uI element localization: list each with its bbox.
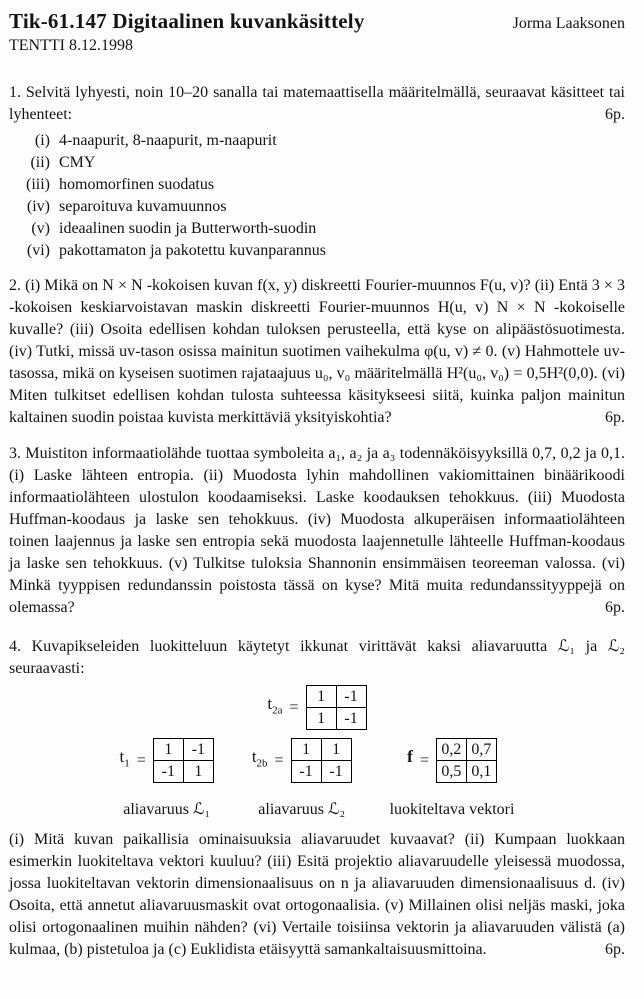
matrix-cell: 1 <box>153 739 183 761</box>
matrix-t2a <box>306 685 367 730</box>
matrix-cell: 0,2 <box>436 739 466 761</box>
question-4-intro-text: 4. Kuvapikseleiden luokitteluun käytetyt ikkunat virittävät kaksi aliavaruutta ℒ₁ ja ℒ₂ seuraavasti: <box>9 638 625 677</box>
question-2-points: 6p. <box>599 407 625 429</box>
matrix-caption-vector: luokiteltava vektori <box>389 801 515 818</box>
matrix-name-t1: $t_1$ <box>119 747 130 770</box>
item-label: (iii) <box>26 176 50 193</box>
matrix-cell: -1 <box>336 708 366 730</box>
matrix-cell: 1 <box>291 739 321 761</box>
question-4-body <box>9 829 625 961</box>
equation-t1 <box>120 738 214 821</box>
exam-title: Tik-61.147 Digitaalinen kuvankäsittely <box>9 9 365 33</box>
list-item <box>9 130 625 152</box>
item-label: (vi) <box>26 242 50 259</box>
item-label: (iv) <box>26 198 50 215</box>
equation-f <box>390 738 515 821</box>
matrix-cell: 0,1 <box>466 761 496 783</box>
question-3 <box>9 443 625 619</box>
question-4-text: (i) Mitä kuvan paikallisia ominaisuuksia aliavaruudet kuvaavat? (ii) Kumpaan luokkaan esimerkin luokiteltava vektori kuuluu? (iii) Esitä projektio aliavaruudelle yleisessä muodossa, jossa luokiteltavan vektorin dimensionaalisuus on n ja aliavaruuden dimensionaalisuus d. (iv) Osoita, että annetut aliavaruusmaskit ovat ortogonaalisia. (v) Millainen olisi neljäs maski, joka olisi ortogonaalinen muihin nähden? (vi) Vertaile toisiinsa vektorin ja aliavaruuden välistä (a) kulmaa, (b) pistetuloa ja (c) Euklidista etäisyyttä samankaltaisuusmittoina. <box>9 831 625 958</box>
question-3-text: 3. Muistiton informaatiolähde tuottaa symboleita a₁, a₂ ja a₃ todennäköisyyksillä 0,7, 0,2 ja 0,1. (i) Laske lähteen entropia. (ii) Muodosta lyhin mahdollinen vakiomittainen binäärikoodi informaatiolähteen ulostulon koodaamiseksi. Laske koodauksen tehokkuus. (iii) Muodosta Huffman-koodaus ja laske sen tehokkuus. (iv) Muodosta alkuperäisen informaatiolähteen toinen laajennus ja laske sen entropia sekä muodosta laajennetulle lähteelle Huffman-koodaus ja laske sen tehokkuus. (v) Tulkitse tuloksia Shannonin ensimmäisen teoreeman valossa. (vi) Minkä tyyppisen redundanssin poistosta tässä on kyse? Mitä muita redundanssityyppejä on olemassa? <box>9 445 625 616</box>
equation-row <box>9 738 625 821</box>
matrix-cell: -1 <box>321 761 351 783</box>
equals-sign: = <box>136 751 146 769</box>
matrix-cell: 0,7 <box>466 739 496 761</box>
question-1-points: 6p. <box>599 104 625 126</box>
question-4-points: 6p. <box>599 939 625 961</box>
list-item <box>9 152 625 174</box>
list-item <box>9 174 625 196</box>
equation-t2b <box>252 738 352 821</box>
item-text: homomorfinen suodatus <box>59 176 215 193</box>
matrix-t1 <box>153 738 214 783</box>
item-text: ideaalinen suodin ja Butterworth-suodin <box>59 220 317 237</box>
equals-sign: = <box>289 698 299 716</box>
term-list <box>9 130 625 262</box>
item-text: pakottamaton ja pakotettu kuvanparannus <box>59 242 327 259</box>
matrix-cell: 1 <box>183 761 213 783</box>
item-text: 4-naapurit, 8-naapurit, m-naapurit <box>59 132 277 149</box>
matrix-caption-L1: aliavaruus ℒ₁ <box>123 801 211 818</box>
question-3-points: 6p. <box>599 597 625 619</box>
equals-sign: = <box>419 751 429 769</box>
matrix-t2b <box>291 738 352 783</box>
matrix-cell: 1 <box>321 739 351 761</box>
matrix-cell: -1 <box>153 761 183 783</box>
question-1 <box>9 82 625 126</box>
matrix-cell: 0,5 <box>436 761 466 783</box>
list-item <box>9 196 625 218</box>
item-label: (ii) <box>30 154 50 171</box>
matrix-cell: -1 <box>183 739 213 761</box>
item-text: CMY <box>59 154 96 171</box>
list-item <box>9 218 625 240</box>
matrix-cell: 1 <box>306 708 336 730</box>
question-4-intro <box>9 636 625 680</box>
question-1-intro: 1. Selvitä lyhyesti, noin 10–20 sanalla tai matemaattisella määritelmällä, seuraavat käsitteet tai lyhenteet: <box>9 84 625 123</box>
equation-t2a <box>9 685 625 730</box>
equals-sign: = <box>274 751 284 769</box>
matrix-name-t2b: $t_{2b}$ <box>251 747 268 770</box>
item-label: (v) <box>31 220 50 237</box>
item-text: separoituva kuvamuunnos <box>59 198 227 215</box>
matrix-caption-L2: aliavaruus ℒ₂ <box>258 801 346 818</box>
question-2-text: 2. (i) Mikä on N × N -kokoisen kuvan f(x, y) diskreetti Fourier-muunnos F(u, v)? (ii) Entä 3 × 3 -kokoisen keskiarvoistavan maskin diskreetti Fourier-muunnos H(u, v) N × N -kokoiselle kuvalle? (iii) Osoita edellisen kohdan tuloksen perusteella, että kyse on alipäästösuotimesta. (iv) Tutki, missä uv-tason osissa mainitun suotimen vaihekulma φ(u, v) ≠ 0. (v) Hahmottele uv-tasossa, mikä on kyseisen suotimen rajataajuus u₀, v₀ määritelmällä H²(u₀, v₀) = 0,5H²(0,0). (vi) Miten tulkitset edellisen kohdan tulosta suhteessa käsitykseesi siitä, kuinka paljon mainitun kaltainen suodin poistaa kuvista merkittäviä yksityiskohtia? <box>9 277 625 426</box>
matrix-name-t2a: $t_{2a}$ <box>267 694 283 717</box>
matrix-cell: -1 <box>291 761 321 783</box>
question-2 <box>9 275 625 429</box>
author-name: Jorma Laaksonen <box>512 15 625 32</box>
exam-date-line: TENTTI 8.12.1998 <box>9 37 133 54</box>
matrix-cell: 1 <box>306 686 336 708</box>
matrix-cell: -1 <box>336 686 366 708</box>
list-item <box>9 240 625 262</box>
matrix-name-f: f <box>407 747 413 767</box>
item-label: (i) <box>34 132 50 149</box>
document-header <box>9 8 625 35</box>
matrix-f <box>436 738 497 783</box>
